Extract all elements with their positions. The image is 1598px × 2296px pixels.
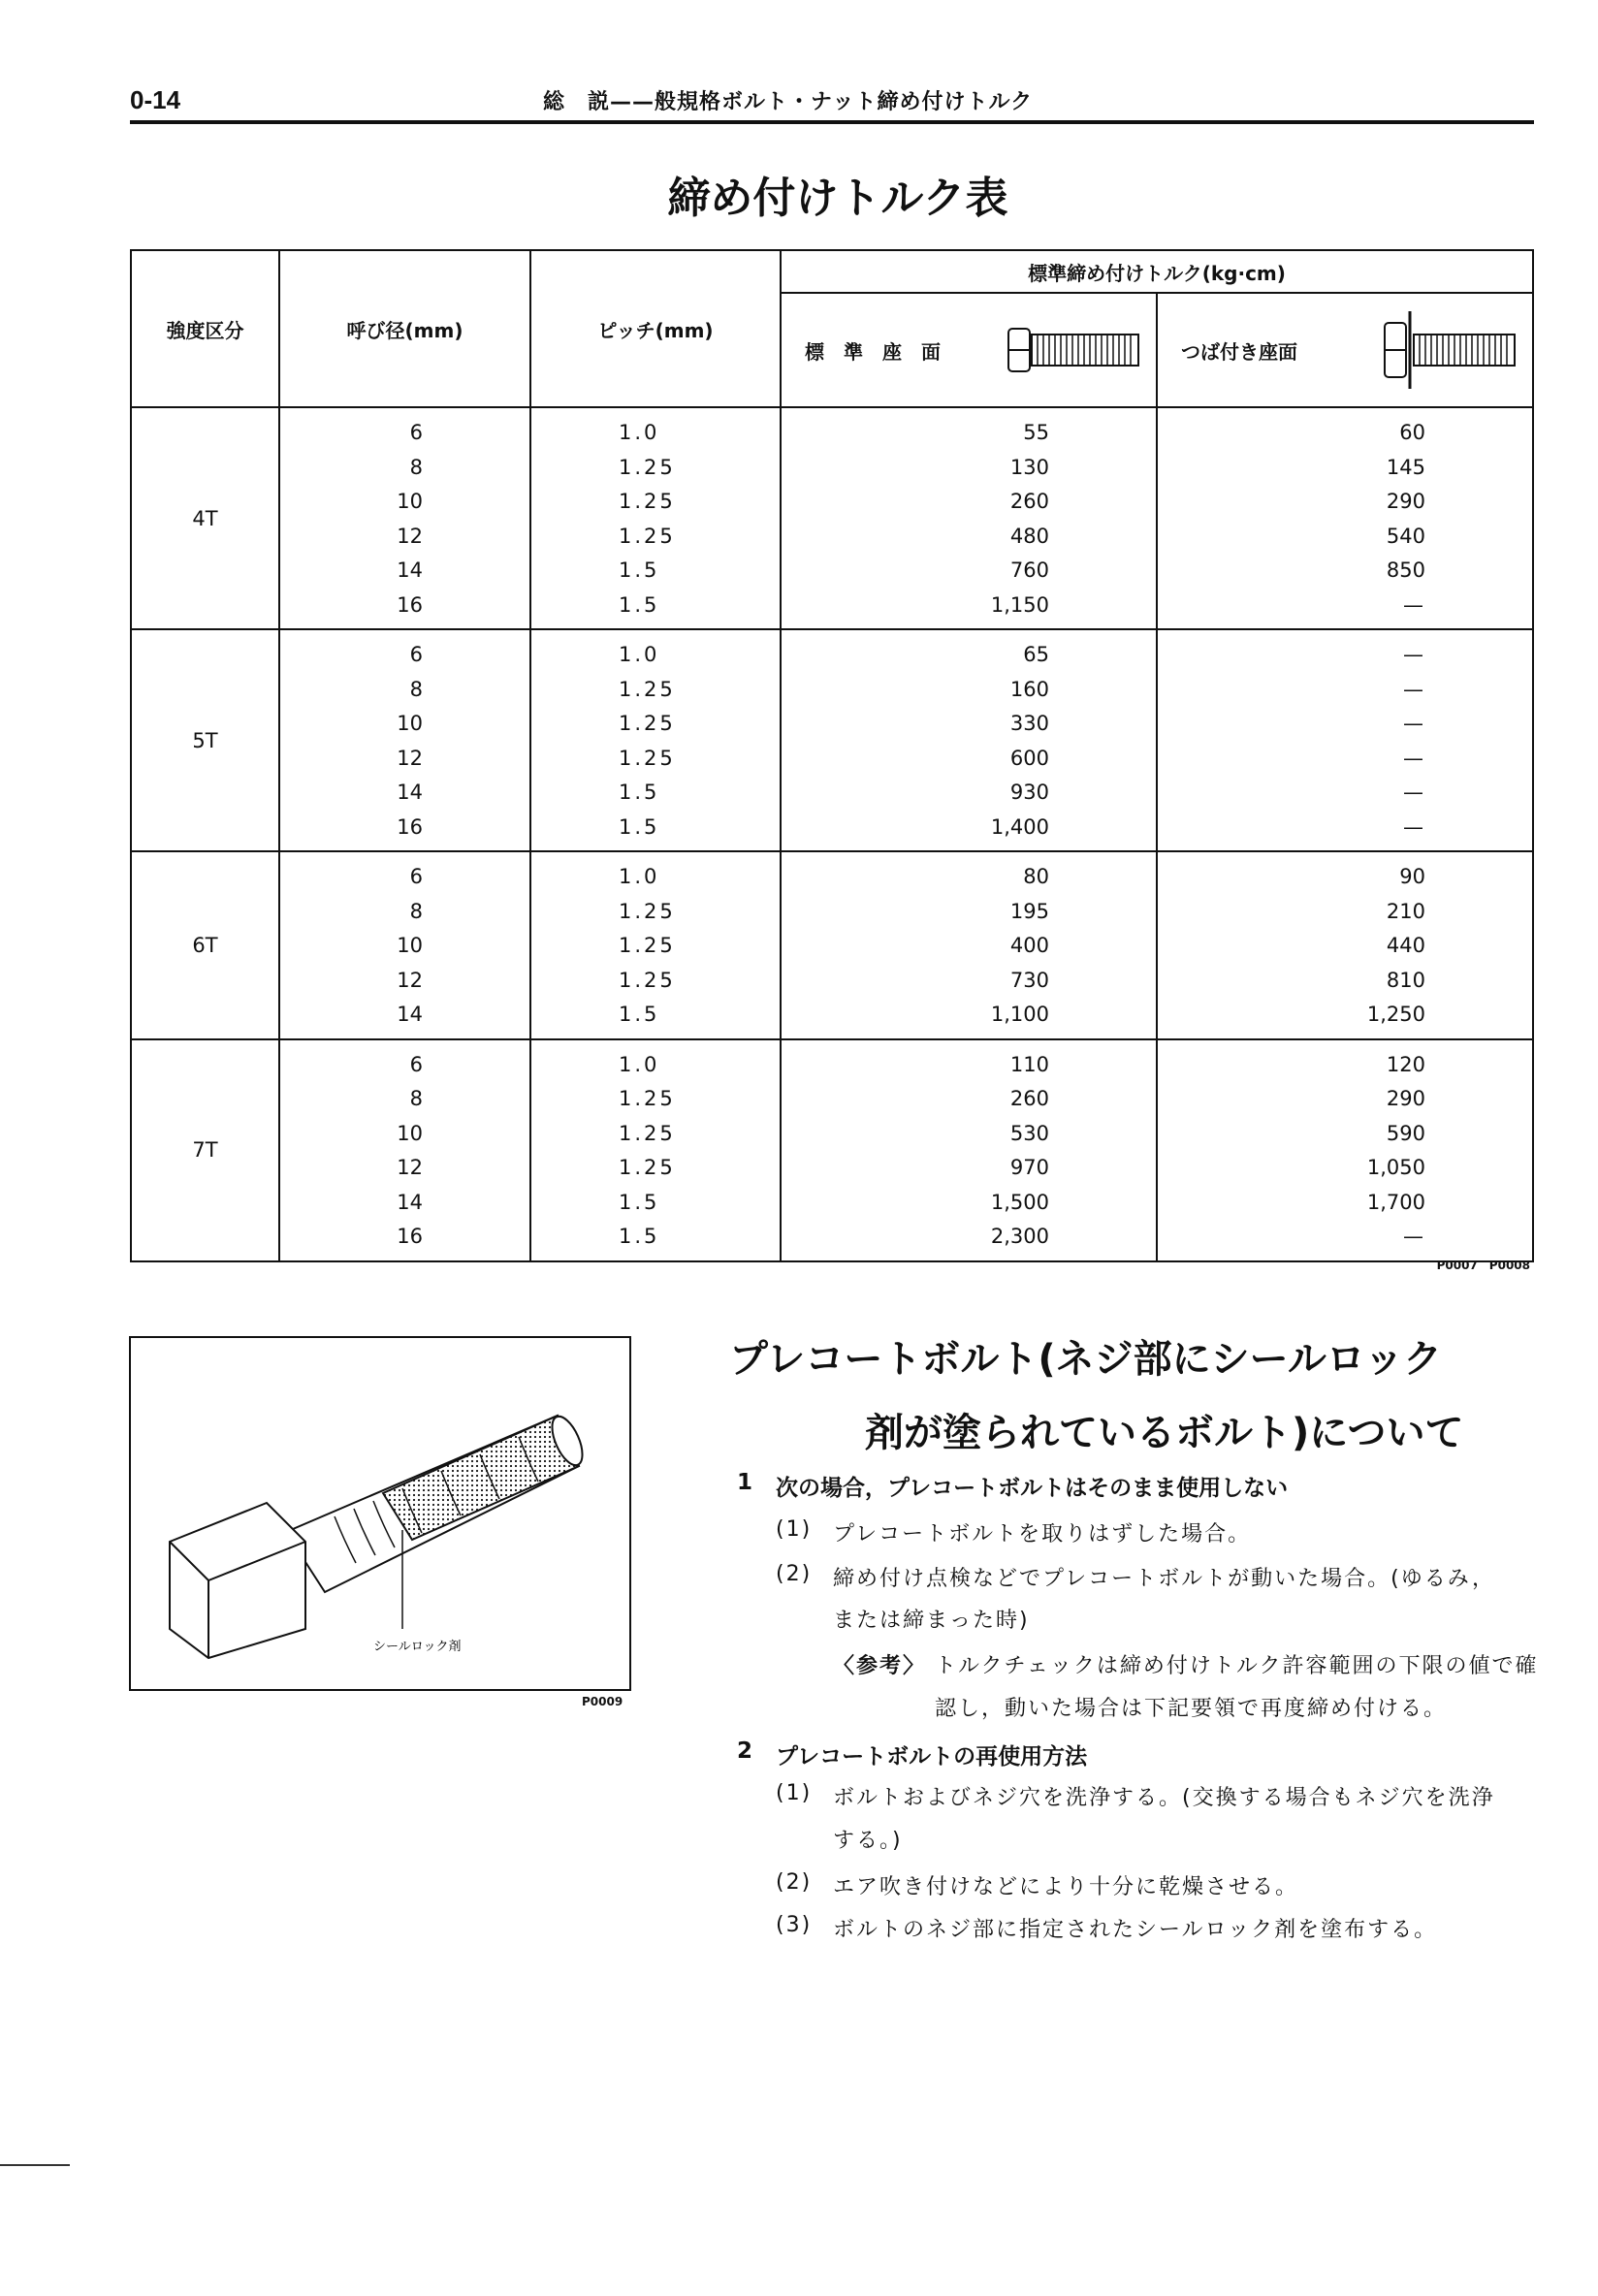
section-title-line1: プレコートボルト(ネジ部にシールロック <box>729 1337 1443 1382</box>
diameter-cell: 10 <box>397 712 423 735</box>
diameter-column <box>279 1039 530 1261</box>
diameter-cell: 14 <box>397 781 423 804</box>
flange-torque-cell: 120 <box>1386 1052 1426 1076</box>
section-title-line2: 剤が塗られているボルト)について <box>865 1411 1464 1455</box>
flange-torque-column <box>1157 629 1533 851</box>
diameter-cell: 6 <box>409 1052 423 1076</box>
s2-item3: ボルトのネジ部に指定されたシールロック剤を塗布する。 <box>833 1918 1438 1942</box>
s2-item1-number: (1) <box>776 1781 813 1805</box>
pitch-cell: 1.25 <box>619 524 676 548</box>
standard-torque-cell: 530 <box>1009 1121 1049 1145</box>
diameter-cell: 10 <box>397 934 423 957</box>
strength-class: 4T <box>131 407 279 629</box>
strength-class: 7T <box>131 1039 279 1261</box>
pitch-cell: 1.0 <box>619 421 660 444</box>
diameter-cell: 14 <box>397 558 423 582</box>
diameter-cell: 8 <box>409 455 423 479</box>
standard-torque-cell: 130 <box>1009 455 1049 479</box>
standard-torque-cell: 260 <box>1009 1087 1049 1110</box>
pitch-cell: 1.25 <box>619 490 676 513</box>
pitch-cell: 1.5 <box>619 558 660 582</box>
standard-torque-cell: 600 <box>1009 746 1049 770</box>
table-reference: P0007 P0008 <box>1436 1259 1530 1272</box>
flange-torque-column <box>1157 851 1533 1039</box>
pitch-cell: 1.0 <box>619 643 660 666</box>
table-group-7T <box>131 1039 1533 1261</box>
diameter-cell: 6 <box>409 421 423 444</box>
pitch-cell: 1.5 <box>619 1190 660 1214</box>
standard-torque-cell: 400 <box>1009 934 1049 957</box>
precoat-bolt-figure <box>129 1336 631 1691</box>
pitch-cell: 1.25 <box>619 934 676 957</box>
note-label: 〈参考〉 <box>833 1654 927 1678</box>
standard-torque-cell: 760 <box>1009 558 1049 582</box>
pitch-cell: 1.25 <box>619 455 676 479</box>
torque-table-body <box>131 407 1533 1261</box>
pitch-cell: 1.25 <box>619 712 676 735</box>
table-group-6T <box>131 851 1533 1039</box>
header-flange-seat <box>1157 293 1533 407</box>
pitch-column <box>530 1039 781 1261</box>
pitch-cell: 1.25 <box>619 968 676 992</box>
diameter-cell: 12 <box>397 746 423 770</box>
pitch-cell: 1.0 <box>619 1052 660 1076</box>
standard-torque-column <box>781 629 1157 851</box>
standard-torque-cell: 110 <box>1009 1052 1049 1076</box>
pitch-cell: 1.25 <box>619 746 676 770</box>
diameter-cell: 8 <box>409 1087 423 1110</box>
diameter-cell: 6 <box>409 643 423 666</box>
pitch-cell: 1.5 <box>619 1225 660 1248</box>
flange-torque-cell: 850 <box>1386 558 1426 582</box>
page-title: 締め付けトルク表 <box>667 174 1008 223</box>
flange-torque-cell: — <box>1403 712 1424 735</box>
flange-torque-cell: — <box>1403 592 1424 617</box>
standard-torque-cell: 1,100 <box>990 1003 1049 1026</box>
s1-item1-number: (1) <box>776 1517 813 1542</box>
figure-reference: P0009 <box>582 1695 623 1708</box>
s1-title: 次の場合，プレコートボルトはそのまま使用しない <box>776 1476 1289 1501</box>
page-number: 0-14 <box>130 85 181 114</box>
pitch-cell: 1.0 <box>619 865 660 888</box>
pitch-column <box>530 629 781 851</box>
standard-torque-column <box>781 1039 1157 1261</box>
table-group-5T <box>131 629 1533 851</box>
standard-torque-cell: 55 <box>1023 421 1049 444</box>
standard-torque-cell: 930 <box>1009 781 1049 804</box>
diameter-column <box>279 851 530 1039</box>
strength-class: 5T <box>131 629 279 851</box>
flange-torque-cell: 1,050 <box>1366 1156 1426 1179</box>
diameter-cell: 10 <box>397 1121 423 1145</box>
pitch-cell: 1.5 <box>619 592 660 617</box>
standard-torque-cell: 160 <box>1009 677 1049 701</box>
flange-torque-cell: — <box>1403 1225 1424 1248</box>
diameter-cell: 6 <box>409 865 423 888</box>
flange-torque-cell: — <box>1403 746 1424 770</box>
s2-number: 2 <box>737 1738 753 1764</box>
flange-bolt-icon <box>1383 309 1518 391</box>
header-pitch: ピッチ(mm) <box>530 250 781 407</box>
standard-torque-cell: 1,150 <box>990 592 1049 617</box>
s2-item1-line2: する。) <box>833 1829 903 1853</box>
s2-item1-line1: ボルトおよびネジ穴を洗浄する。(交換する場合もネジ穴を洗浄 <box>833 1786 1495 1810</box>
table-group-4T <box>131 407 1533 629</box>
diameter-cell: 14 <box>397 1190 423 1214</box>
pitch-column <box>530 851 781 1039</box>
note-line2: 認し，動いた場合は下記要領で再度締め付ける。 <box>935 1697 1448 1721</box>
header-torque: 標準締め付けトルク(kg·cm) <box>781 250 1533 293</box>
s1-item2-line2: または締まった時) <box>833 1609 1030 1633</box>
standard-torque-cell: 330 <box>1009 712 1049 735</box>
diameter-cell: 16 <box>397 814 423 839</box>
s2-item3-number: (3) <box>776 1913 813 1937</box>
note-line1: トルクチェックは締め付けトルク許容範囲の下限の値で確 <box>935 1654 1539 1678</box>
running-head: 総 説——般規格ボルト・ナット締め付けトルク <box>543 90 1034 114</box>
bottom-rule <box>0 2164 70 2166</box>
s2-item2: エア吹き付けなどにより十分に乾燥させる。 <box>833 1875 1299 1899</box>
pitch-cell: 1.5 <box>619 781 660 804</box>
standard-torque-cell: 65 <box>1023 643 1049 666</box>
standard-torque-cell: 195 <box>1009 899 1049 923</box>
pitch-cell: 1.25 <box>619 1121 676 1145</box>
s1-item2-line1: 締め付け点検などでプレコートボルトが動いた場合。(ゆるみ， <box>833 1567 1496 1591</box>
standard-torque-cell: 1,500 <box>990 1190 1049 1214</box>
diameter-cell: 12 <box>397 1156 423 1179</box>
flange-torque-cell: 290 <box>1386 1087 1426 1110</box>
flange-torque-cell: 810 <box>1386 968 1426 992</box>
standard-torque-cell: 260 <box>1009 490 1049 513</box>
pitch-cell: 1.25 <box>619 1156 676 1179</box>
flange-torque-cell: 90 <box>1399 865 1426 888</box>
s1-number: 1 <box>737 1470 753 1495</box>
standard-torque-column <box>781 851 1157 1039</box>
pitch-cell: 1.5 <box>619 1003 660 1026</box>
diameter-cell: 12 <box>397 524 423 548</box>
pitch-column <box>530 407 781 629</box>
standard-torque-cell: 80 <box>1023 865 1049 888</box>
standard-torque-cell: 730 <box>1009 968 1049 992</box>
standard-seat-label: 標 準 座 面 <box>805 339 941 364</box>
flange-torque-cell: 540 <box>1386 524 1426 548</box>
s2-title: プレコートボルトの再使用方法 <box>776 1744 1088 1770</box>
hex-bolt-icon <box>1007 321 1142 379</box>
precoat-bolt-illustration <box>131 1338 629 1689</box>
strength-class: 6T <box>131 851 279 1039</box>
header-standard-seat <box>781 293 1157 407</box>
header-rule <box>130 120 1534 124</box>
torque-table <box>130 249 1534 1262</box>
flange-torque-cell: 60 <box>1399 421 1426 444</box>
flange-torque-cell: 440 <box>1386 934 1426 957</box>
flange-torque-cell: 1,700 <box>1366 1190 1426 1214</box>
s1-item1: プレコートボルトを取りはずした場合。 <box>833 1522 1252 1547</box>
pitch-cell: 1.5 <box>619 814 660 839</box>
diameter-cell: 8 <box>409 899 423 923</box>
diameter-cell: 8 <box>409 677 423 701</box>
standard-torque-column <box>781 407 1157 629</box>
diameter-column <box>279 629 530 851</box>
diameter-cell: 16 <box>397 592 423 617</box>
flange-seat-label: つば付き座面 <box>1181 339 1297 364</box>
diameter-cell: 16 <box>397 1225 423 1248</box>
sealant-label: シールロック剤 <box>373 1640 462 1654</box>
s1-item2-number: (2) <box>776 1562 813 1586</box>
flange-torque-cell: 590 <box>1386 1121 1426 1145</box>
flange-torque-cell: 290 <box>1386 490 1426 513</box>
diameter-column <box>279 407 530 629</box>
flange-torque-column <box>1157 1039 1533 1261</box>
standard-torque-cell: 480 <box>1009 524 1049 548</box>
flange-torque-cell: 210 <box>1386 899 1426 923</box>
flange-torque-cell: 145 <box>1386 455 1426 479</box>
standard-torque-cell: 970 <box>1009 1156 1049 1179</box>
pitch-cell: 1.25 <box>619 1087 676 1110</box>
standard-torque-cell: 1,400 <box>990 814 1049 839</box>
flange-torque-cell: — <box>1403 677 1424 701</box>
flange-torque-column <box>1157 407 1533 629</box>
pitch-cell: 1.25 <box>619 899 676 923</box>
diameter-cell: 10 <box>397 490 423 513</box>
standard-torque-cell: 2,300 <box>990 1225 1049 1248</box>
flange-torque-cell: — <box>1403 781 1424 804</box>
header-class: 強度区分 <box>131 250 279 407</box>
flange-torque-cell: 1,250 <box>1366 1003 1426 1026</box>
header-diameter: 呼び径(mm) <box>279 250 530 407</box>
flange-torque-cell: — <box>1403 814 1424 839</box>
diameter-cell: 12 <box>397 968 423 992</box>
flange-torque-cell: — <box>1403 643 1424 666</box>
diameter-cell: 14 <box>397 1003 423 1026</box>
pitch-cell: 1.25 <box>619 677 676 701</box>
s2-item2-number: (2) <box>776 1870 813 1895</box>
